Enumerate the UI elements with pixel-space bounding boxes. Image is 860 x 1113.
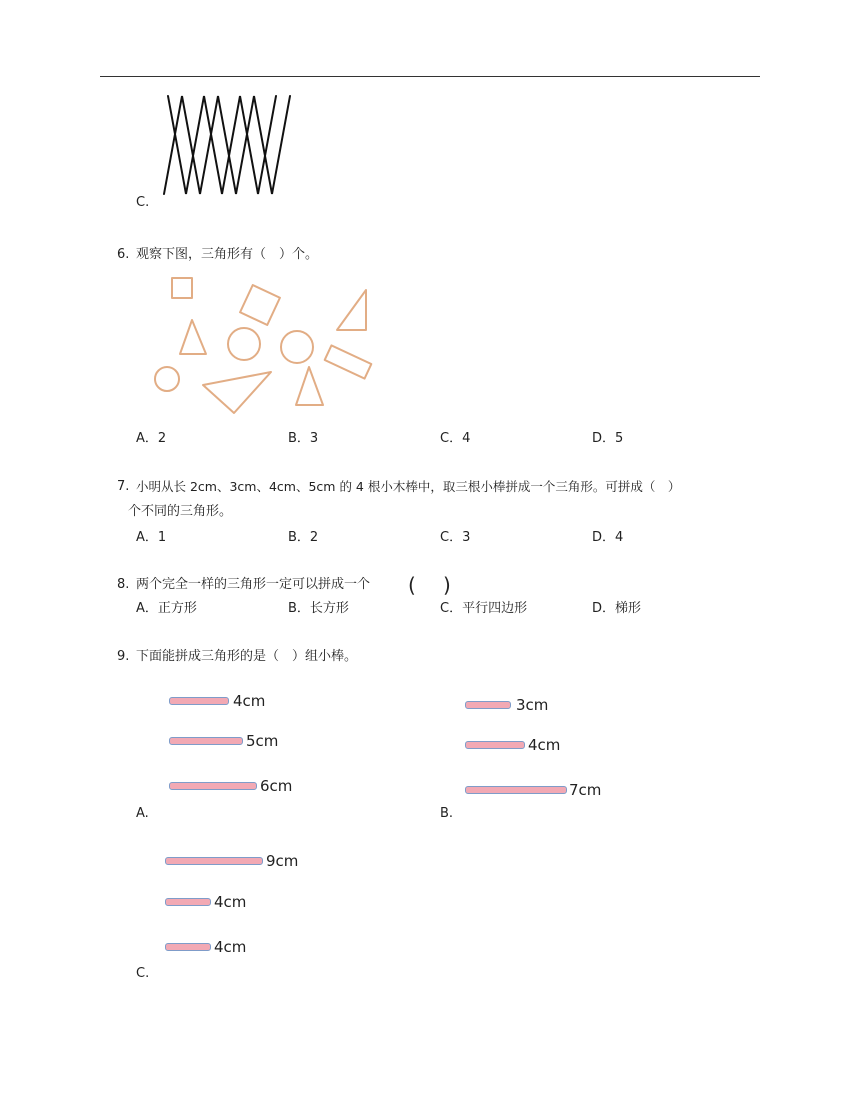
q9-a-stick-2: [169, 737, 243, 745]
zigzag-lines-figure: [160, 92, 300, 198]
shape-triangle-small: [180, 320, 206, 354]
q7-option-d[interactable]: D．4: [592, 530, 624, 545]
q9-a-stick-3: [169, 782, 257, 790]
q9-b-stick-3-label: 7cm: [569, 781, 602, 799]
q6-shapes-figure: [140, 270, 390, 420]
q9-b-stick-1-label: 3cm: [516, 696, 549, 714]
q9-option-b-label[interactable]: B.: [440, 806, 454, 821]
shape-square-rotated: [240, 285, 280, 325]
q8-question-text: 两个完全一样的三角形一定可以拼成一个: [136, 577, 371, 592]
q9-a-stick-3-label: 6cm: [260, 777, 293, 795]
q7-question-text-line1: 小明从长 2cm、3cm、4cm、5cm 的 4 根小木棒中，取三根小棒拼成一个三角形。可拼成（ ）: [136, 479, 681, 494]
q9-option-c-label[interactable]: C.: [136, 966, 150, 981]
q9-b-stick-3: [465, 786, 567, 794]
q8-paren-open: (: [408, 573, 416, 597]
q6-number: 6.: [117, 247, 130, 262]
q6-question-text: 观察下图，三角形有（ ）个。: [136, 247, 319, 262]
q7-option-a[interactable]: A．1: [136, 530, 167, 545]
shape-triangle-obtuse: [203, 372, 271, 413]
shape-triangle-right: [337, 290, 366, 330]
q9-c-stick-2-label: 4cm: [214, 893, 247, 911]
q9-question-text: 下面能拼成三角形的是（ ）组小棒。: [136, 649, 358, 664]
shape-square-small: [172, 278, 192, 298]
q9-a-stick-2-label: 5cm: [246, 732, 279, 750]
q9-b-stick-2-label: 4cm: [528, 736, 561, 754]
q6-option-d[interactable]: D．5: [592, 431, 624, 446]
q9-number: 9.: [117, 649, 130, 664]
q7-question-text-line2: 个不同的三角形。: [128, 504, 233, 519]
q9-option-a-label[interactable]: A.: [136, 806, 149, 821]
q6-option-a[interactable]: A．2: [136, 431, 167, 446]
q8-paren-close: ): [443, 573, 451, 597]
q8-option-b[interactable]: B．长方形: [288, 601, 349, 616]
q9-a-stick-1: [169, 697, 229, 705]
q9-c-stick-3-label: 4cm: [214, 938, 247, 956]
shape-circle-small: [155, 367, 179, 391]
q9-c-stick-1: [165, 857, 263, 865]
q6-option-c[interactable]: C．4: [440, 431, 471, 446]
q8-option-a[interactable]: A．正方形: [136, 601, 197, 616]
q8-option-c[interactable]: C．平行四边形: [440, 601, 528, 616]
q5-option-c-label[interactable]: C.: [136, 195, 150, 210]
q9-a-stick-1-label: 4cm: [233, 692, 266, 710]
q8-option-d[interactable]: D．梯形: [592, 601, 642, 616]
q7-option-b[interactable]: B．2: [288, 530, 319, 545]
q6-option-b[interactable]: B．3: [288, 431, 319, 446]
q9-b-stick-2: [465, 741, 525, 749]
shape-circle-mid-right: [281, 331, 313, 363]
q9-c-stick-1-label: 9cm: [266, 852, 299, 870]
q9-c-stick-3: [165, 943, 211, 951]
shape-triangle-isosceles: [296, 367, 323, 405]
header-rule: [100, 76, 760, 77]
q9-b-stick-1: [465, 701, 511, 709]
q7-number: 7.: [117, 479, 130, 494]
shape-circle-mid-left: [228, 328, 260, 360]
q9-c-stick-2: [165, 898, 211, 906]
q7-option-c[interactable]: C．3: [440, 530, 471, 545]
shape-rectangle-rotated: [325, 345, 372, 378]
q8-number: 8.: [117, 577, 130, 592]
